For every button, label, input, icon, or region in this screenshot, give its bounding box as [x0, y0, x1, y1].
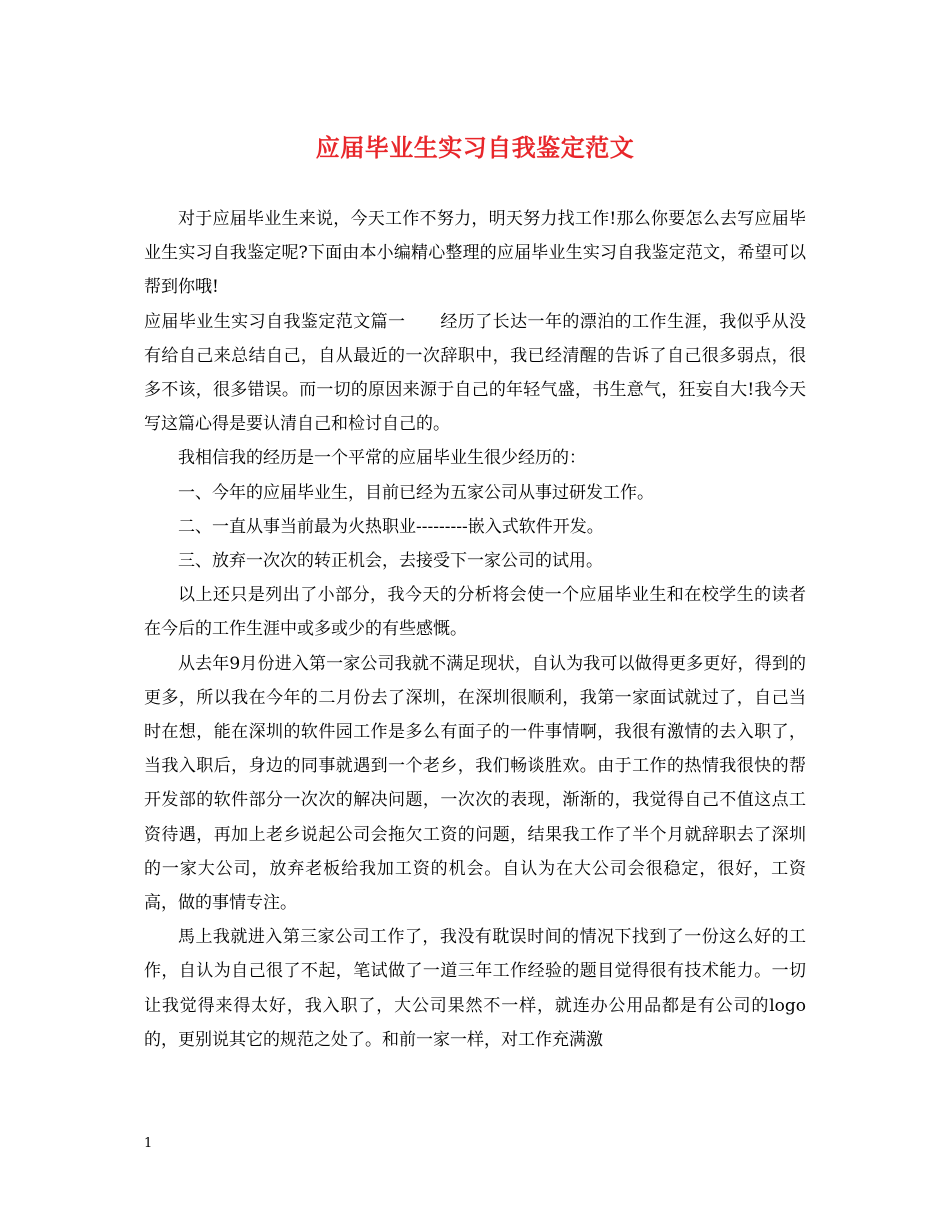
paragraph-first-company: 从去年9月份进入第一家公司我就不满足现状，自认为我可以做得更多更好，得到的更多，所以我在今年的二月份去了深圳，在深圳很顺利，我第一家面试就过了，自己当时在想，能在深圳的软件园工作是多么有面子的一件事情啊，我很有激情的去入职了，当我入职后，身边的同事就遇到一个老乡，我们畅谈胜欢。由于工作的热情我很快的帮开发部的软件部分一次次的解决问题，一次次的表现，渐渐的，我觉得自己不值这点工资待遇，再加上老乡说起公司会拖欠工资的问题，结果我工作了半个月就辞职去了深圳的一家大公司，放弃老板给我加工资的机会。自认为在大公司会很稳定，很好，工资高，做的事情专注。	[144, 653, 806, 914]
list-item-one: 一、今年的应届毕业生，目前已经为五家公司从事过研发工作。	[178, 482, 654, 503]
paragraph-third-company: 馬上我就进入第三家公司工作了，我没有耽误时间的情况下找到了一份这么好的工作，自认为自己很了不起，笔试做了一道三年工作经验的题目觉得很有技术能力。一切让我觉得来得太好，我入职了，大公司果然不一样，就连办公用品都是有公司的logo的，更别说其它的规范之处了。和前一家一样，对工作充满激	[144, 927, 806, 1050]
list-item-two: 二、一直从事当前最为火热职业---------嵌入式软件开发。	[178, 516, 604, 537]
paragraph-intro: 对于应届毕业生来说，今天工作不努力，明天努力找工作!那么你要怎么去写应届毕业生实习自我鉴定呢?下面由本小编精心整理的应届毕业生实习自我鉴定范文，希望可以帮到你哦!	[144, 209, 806, 298]
document-body	[144, 202, 806, 1057]
document-title: 应届毕业生实习自我鉴定范文	[315, 133, 635, 162]
paragraph-experience-lead: 我相信我的经历是一个平常的应届毕业生很少经历的：	[178, 448, 586, 469]
paragraph-section-one: 应届毕业生实习自我鉴定范文篇一 经历了长达一年的漂泊的工作生涯，我似乎从没有给自己来总结自己，自从最近的一次辞职中，我已经清醒的告诉了自己很多弱点，很多不该，很多错误。而一切的原因来源于自己的年轻气盛，书生意气，狂妄自大!我今天写这篇心得是要认清自己和检讨自己的。	[144, 311, 806, 435]
paragraph-summary: 以上还只是列出了小部分，我今天的分析将会使一个应届毕业生和在校学生的读者在今后的工作生涯中或多或少的有些感慨。	[144, 585, 806, 640]
list-item-three: 三、放弃一次次的转正机会，去接受下一家公司的试用。	[178, 551, 603, 572]
page-number: 1	[144, 1136, 153, 1151]
